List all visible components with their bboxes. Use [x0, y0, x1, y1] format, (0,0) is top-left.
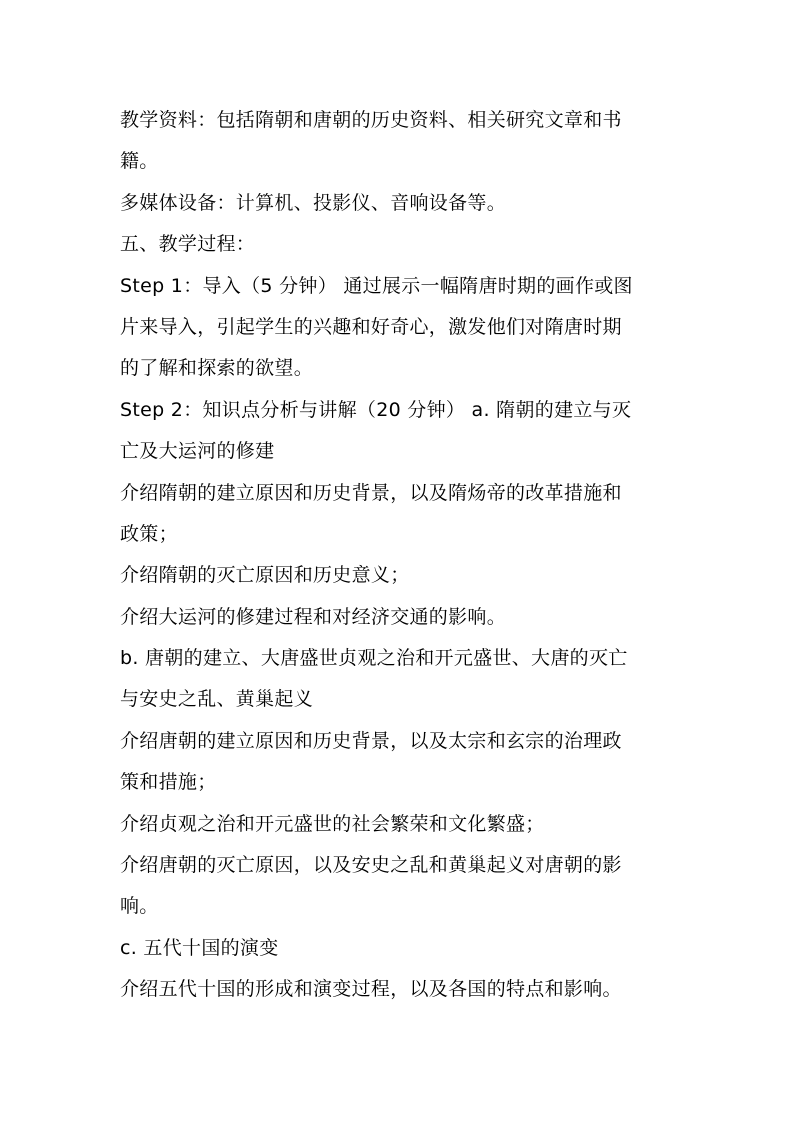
text-line: 片来导入，引起学生的兴趣和好奇心，激发他们对隋唐时期	[120, 315, 622, 338]
text-line: 介绍隋朝的灭亡原因和历史意义；	[120, 564, 410, 587]
text-line: 政策；	[120, 522, 178, 545]
text-line: 介绍唐朝的建立原因和历史背景，以及太宗和玄宗的治理政	[120, 729, 622, 752]
text-line: 介绍隋朝的建立原因和历史背景，以及隋炀帝的改革措施和	[120, 481, 622, 504]
text-line: 教学资料：包括隋朝和唐朝的历史资料、相关研究文章和书	[120, 109, 622, 131]
text-line: 籍。	[120, 150, 159, 173]
text-line: 介绍贞观之治和开元盛世的社会繁荣和文化繁盛；	[120, 812, 545, 835]
text-line: Step 1：导入（5 分钟） 通过展示一幅隋唐时期的画作或图	[120, 274, 633, 297]
document-body	[120, 100, 680, 1011]
text-line: 与安史之乱、黄巢起义	[120, 688, 314, 711]
text-line: 多媒体设备：计算机、投影仪、音响设备等。	[120, 191, 507, 214]
text-line: 的了解和探索的欲望。	[120, 357, 314, 380]
text-line: Step 2：知识点分析与讲解（20 分钟） a. 隋朝的建立与灭	[120, 398, 632, 421]
text-line: 介绍大运河的修建过程和对经济交通的影响。	[120, 605, 507, 628]
text-line: b. 唐朝的建立、大唐盛世贞观之治和开元盛世、大唐的灭亡	[120, 647, 628, 670]
section-heading: 五、教学过程：	[120, 233, 256, 256]
text-line: 介绍唐朝的灭亡原因，以及安史之乱和黄巢起义对唐朝的影	[120, 854, 622, 877]
text-line: 亡及大运河的修建	[120, 440, 275, 463]
text-line: c. 五代十国的演变	[120, 936, 279, 959]
text-line: 响。	[120, 895, 159, 918]
text-line: 策和措施；	[120, 771, 217, 794]
text-line: 介绍五代十国的形成和演变过程，以及各国的特点和影响。	[120, 978, 622, 1001]
